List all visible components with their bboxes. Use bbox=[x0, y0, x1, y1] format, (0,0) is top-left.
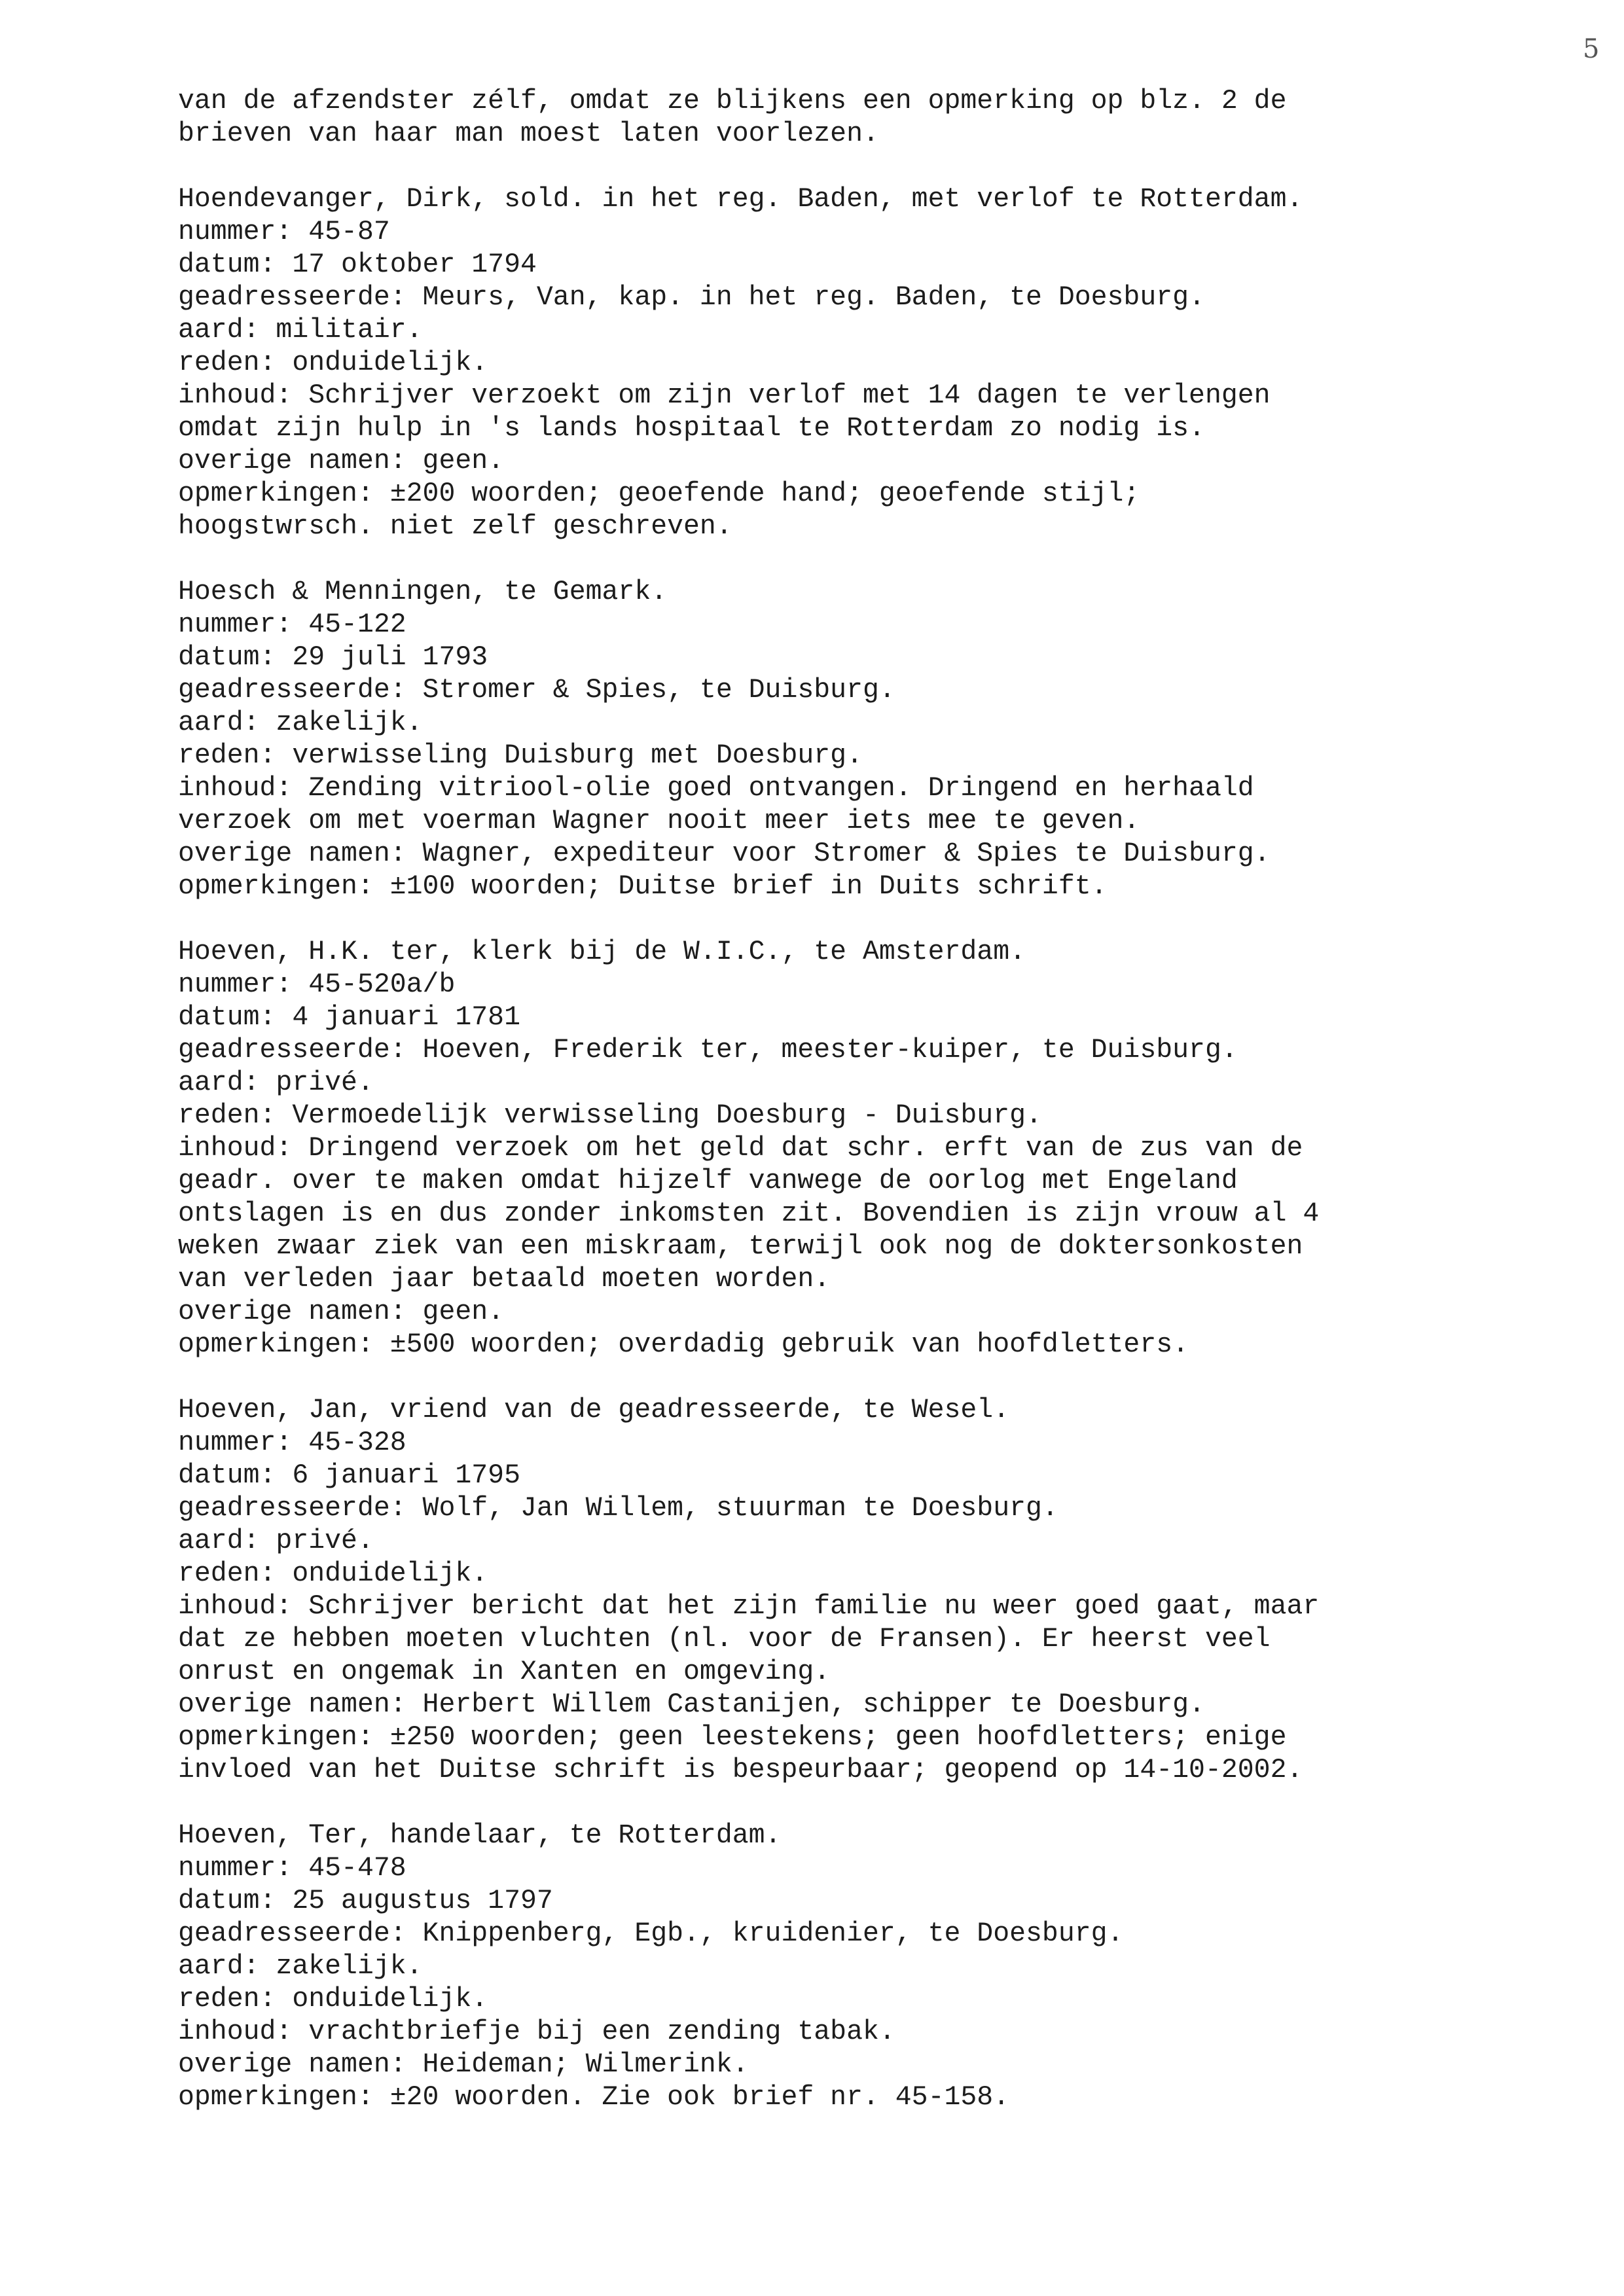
field-aard: aard: zakelijk. bbox=[178, 1951, 423, 1982]
field-inhoud-continued: geadr. over te maken omdat hijzelf vanwege de oorlog met Engeland bbox=[178, 1166, 1238, 1196]
entry-heading: Hoeven, Jan, vriend van de geadresseerde, te Wesel. bbox=[178, 1395, 1010, 1426]
field-reden: reden: verwisseling Duisburg met Doesburg. bbox=[178, 740, 863, 771]
page-number-mark: 5 bbox=[1583, 34, 1600, 64]
field-aard: aard: privé. bbox=[178, 1067, 374, 1098]
paragraph-gap bbox=[178, 151, 1553, 183]
field-datum: datum: 4 januari 1781 bbox=[178, 1002, 520, 1033]
field-inhoud: inhoud: Dringend verzoek om het geld dat schr. erft van de zus van de bbox=[178, 1133, 1303, 1164]
intro-paragraph bbox=[178, 85, 1553, 151]
field-inhoud: inhoud: vrachtbriefje bij een zending tabak. bbox=[178, 2017, 895, 2047]
field-opmerkingen: opmerkingen: ±200 woorden; geoefende hand; geoefende stijl; bbox=[178, 478, 1140, 509]
entry-hoesch-menningen bbox=[178, 576, 1553, 903]
field-nummer: nummer: 45-122 bbox=[178, 609, 406, 640]
text-line: brieven van haar man moest laten voorlezen. bbox=[178, 118, 879, 149]
entry-hoeven-jan bbox=[178, 1394, 1553, 1787]
field-aard: aard: privé. bbox=[178, 1526, 374, 1556]
field-inhoud-continued: omdat zijn hulp in 's lands hospitaal te Rotterdam zo nodig is. bbox=[178, 413, 1205, 444]
field-geadresseerde: geadresseerde: Stromer & Spies, te Duisburg. bbox=[178, 675, 895, 706]
field-inhoud: inhoud: Schrijver bericht dat het zijn familie nu weer goed gaat, maar bbox=[178, 1591, 1320, 1622]
field-geadresseerde: geadresseerde: Meurs, Van, kap. in het reg. Baden, te Doesburg. bbox=[178, 282, 1205, 313]
field-aard: aard: militair. bbox=[178, 315, 423, 346]
entry-heading: Hoesch & Menningen, te Gemark. bbox=[178, 577, 668, 607]
field-overige-namen: overige namen: Herbert Willem Castanijen, schipper te Doesburg. bbox=[178, 1689, 1205, 1720]
field-opmerkingen: opmerkingen: ±100 woorden; Duitse brief in Duits schrift. bbox=[178, 871, 1108, 902]
entry-heading: Hoeven, Ter, handelaar, te Rotterdam. bbox=[178, 1820, 782, 1851]
field-inhoud-continued: van verleden jaar betaald moeten worden. bbox=[178, 1264, 831, 1295]
entry-hoendevanger bbox=[178, 183, 1553, 543]
field-inhoud-continued: verzoek om met voerman Wagner nooit meer iets mee te geven. bbox=[178, 806, 1140, 836]
field-nummer: nummer: 45-328 bbox=[178, 1427, 406, 1458]
field-reden: reden: onduidelijk. bbox=[178, 1984, 488, 2015]
field-nummer: nummer: 45-520a/b bbox=[178, 969, 456, 1000]
field-inhoud: inhoud: Schrijver verzoekt om zijn verlof met 14 dagen te verlengen bbox=[178, 380, 1271, 411]
field-opmerkingen: opmerkingen: ±250 woorden; geen leestekens; geen hoofdletters; enige bbox=[178, 1722, 1287, 1753]
field-geadresseerde: geadresseerde: Wolf, Jan Willem, stuurman te Doesburg. bbox=[178, 1493, 1058, 1524]
field-geadresseerde: geadresseerde: Knippenberg, Egb., kruidenier, te Doesburg. bbox=[178, 1918, 1124, 1949]
paragraph-gap bbox=[178, 903, 1553, 936]
field-inhoud-continued: ontslagen is en dus zonder inkomsten zit. Bovendien is zijn vrouw al 4 bbox=[178, 1198, 1320, 1229]
field-inhoud-continued: weken zwaar ziek van een miskraam, terwijl ook nog de doktersonkosten bbox=[178, 1231, 1303, 1262]
field-inhoud-continued: dat ze hebben moeten vluchten (nl. voor de Fransen). Er heerst veel bbox=[178, 1624, 1271, 1655]
field-overige-namen: overige namen: geen. bbox=[178, 1297, 505, 1327]
document-body bbox=[178, 85, 1553, 2114]
field-nummer: nummer: 45-478 bbox=[178, 1853, 406, 1884]
field-datum: datum: 29 juli 1793 bbox=[178, 642, 488, 673]
field-reden: reden: Vermoedelijk verwisseling Doesburg - Duisburg. bbox=[178, 1100, 1042, 1131]
paragraph-gap bbox=[178, 1361, 1553, 1394]
field-datum: datum: 17 oktober 1794 bbox=[178, 249, 537, 280]
field-geadresseerde: geadresseerde: Hoeven, Frederik ter, meester-kuiper, te Duisburg. bbox=[178, 1035, 1238, 1066]
entry-heading: Hoendevanger, Dirk, sold. in het reg. Baden, met verlof te Rotterdam. bbox=[178, 184, 1303, 215]
field-reden: reden: onduidelijk. bbox=[178, 348, 488, 378]
field-nummer: nummer: 45-87 bbox=[178, 217, 390, 247]
field-datum: datum: 25 augustus 1797 bbox=[178, 1886, 553, 1916]
field-inhoud-continued: onrust en ongemak in Xanten en omgeving. bbox=[178, 1657, 831, 1687]
field-opmerkingen: opmerkingen: ±500 woorden; overdadig gebruik van hoofdletters. bbox=[178, 1329, 1189, 1360]
entry-hoeven-ter bbox=[178, 1820, 1553, 2114]
field-overige-namen: overige namen: Wagner, expediteur voor Stromer & Spies te Duisburg. bbox=[178, 838, 1271, 869]
field-opmerkingen-continued: invloed van het Duitse schrift is bespeurbaar; geopend op 14-10-2002. bbox=[178, 1755, 1303, 1785]
field-overige-namen: overige namen: geen. bbox=[178, 446, 505, 476]
text-line: van de afzendster zélf, omdat ze blijkens een opmerking op blz. 2 de bbox=[178, 86, 1287, 117]
field-opmerkingen-continued: hoogstwrsch. niet zelf geschreven. bbox=[178, 511, 732, 542]
field-inhoud: inhoud: Zending vitriool-olie goed ontvangen. Dringend en herhaald bbox=[178, 773, 1254, 804]
entry-hoeven-hk-ter bbox=[178, 936, 1553, 1361]
field-opmerkingen: opmerkingen: ±20 woorden. Zie ook brief nr. 45-158. bbox=[178, 2082, 1010, 2113]
entry-heading: Hoeven, H.K. ter, klerk bij de W.I.C., te Amsterdam. bbox=[178, 937, 1026, 967]
field-overige-namen: overige namen: Heideman; Wilmerink. bbox=[178, 2049, 749, 2080]
field-aard: aard: zakelijk. bbox=[178, 708, 423, 738]
paragraph-gap bbox=[178, 1787, 1553, 1820]
paragraph-gap bbox=[178, 543, 1553, 576]
field-datum: datum: 6 januari 1795 bbox=[178, 1460, 520, 1491]
field-reden: reden: onduidelijk. bbox=[178, 1558, 488, 1589]
